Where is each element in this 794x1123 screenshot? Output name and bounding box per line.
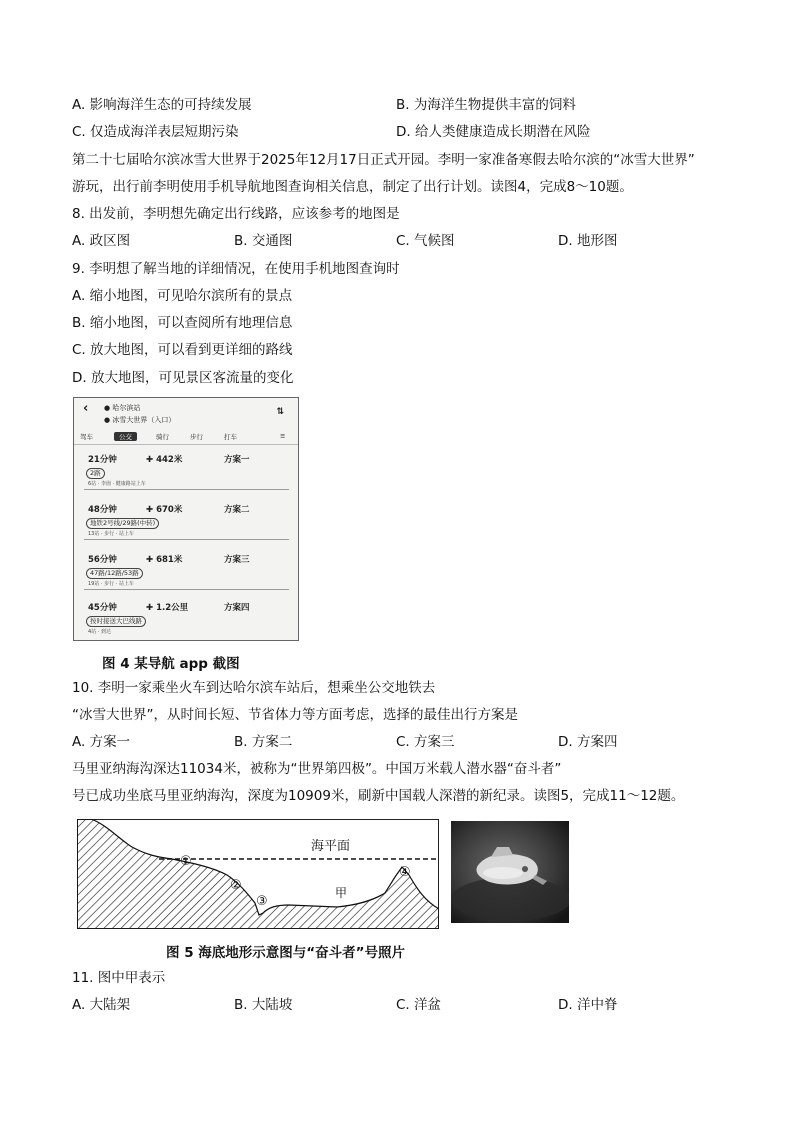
route-detail: 4站 · 到达 bbox=[88, 629, 111, 635]
route-name: 方案二 bbox=[224, 505, 250, 515]
submersible-photo bbox=[451, 821, 569, 923]
route-line-badge: 47路/12路/53路 bbox=[86, 568, 143, 579]
route-line-badge: 地铁2号线/29路(中转) bbox=[86, 518, 159, 529]
menu-icon: ≡ bbox=[280, 432, 286, 440]
route-plan-1 bbox=[84, 446, 289, 490]
route-time: 45分钟 bbox=[88, 603, 117, 613]
q9-option-c: C. 放大地图，可以看到更详细的路线 bbox=[72, 342, 293, 358]
marker-2: ② bbox=[230, 878, 242, 893]
route-plan-4 bbox=[84, 594, 289, 637]
q8-option-d: D. 地形图 bbox=[558, 233, 618, 249]
figure-4-caption: 图 4 某导航 app 截图 bbox=[102, 656, 240, 672]
route-plan-2 bbox=[84, 496, 289, 540]
label-jia: 甲 bbox=[335, 886, 348, 900]
route-name: 方案四 bbox=[224, 603, 250, 613]
q9-option-d: D. 放大地图，可见景区客流量的变化 bbox=[72, 370, 294, 386]
marker-3: ③ bbox=[256, 894, 268, 909]
tab-transit: 公交 bbox=[114, 432, 137, 441]
figure-5-seabed-diagram bbox=[77, 819, 439, 929]
route-walk-distance: ✚ 442米 bbox=[146, 455, 183, 465]
q7-option-b: B. 为海洋生物提供丰富的饲料 bbox=[396, 97, 576, 113]
q8-stem: 8. 出发前，李明想先确定出行线路，应该参考的地图是 bbox=[72, 206, 400, 222]
route-line-badge: 2路 bbox=[86, 468, 105, 479]
intro-11-12-line-2: 号已成功坐底马里亚纳海沟，深度为10909米，刷新中国载人深潜的新纪录。读图5，完成11～12题。 bbox=[72, 788, 685, 804]
route-detail: 6站 · 李崮 · 健康路站上车 bbox=[88, 481, 146, 487]
route-time: 56分钟 bbox=[88, 555, 117, 565]
sea-level-label: 海平面 bbox=[311, 839, 351, 854]
figure-4-nav-screenshot bbox=[73, 397, 299, 641]
q10-stem-line-1: 10. 李明一家乘坐火车到达哈尔滨车站后，想乘坐公交地铁去 bbox=[72, 680, 436, 696]
q11-option-a: A. 大陆架 bbox=[72, 997, 131, 1013]
q10-option-a: A. 方案一 bbox=[72, 734, 131, 750]
chevron-left-icon: ‹ bbox=[83, 401, 89, 416]
nav-origin: ● 哈尔滨站 bbox=[104, 404, 141, 412]
tab-walk: 步行 bbox=[190, 433, 203, 441]
route-time: 48分钟 bbox=[88, 505, 117, 515]
q11-stem: 11. 图中甲表示 bbox=[72, 970, 166, 986]
route-walk-distance: ✚ 670米 bbox=[146, 505, 183, 515]
tab-drive: 驾车 bbox=[80, 433, 93, 441]
route-plan-3 bbox=[84, 546, 289, 590]
q8-option-c: C. 气候图 bbox=[396, 233, 455, 249]
q8-option-b: B. 交通图 bbox=[234, 233, 293, 249]
nav-mode-tabs bbox=[74, 430, 298, 445]
q9-stem: 9. 李明想了解当地的详细情况，在使用手机地图查询时 bbox=[72, 261, 400, 277]
intro-11-12-line-1: 马里亚纳海沟深达11034米，被称为“世界第四极”。中国万米载人潜水器“奋斗者” bbox=[72, 761, 562, 777]
swap-icon: ⇅ bbox=[276, 407, 284, 417]
q11-option-b: B. 大陆坡 bbox=[234, 997, 293, 1013]
q10-option-b: B. 方案二 bbox=[234, 734, 293, 750]
route-name: 方案一 bbox=[224, 455, 250, 465]
q7-option-a: A. 影响海洋生态的可持续发展 bbox=[72, 97, 252, 113]
route-time: 21分钟 bbox=[88, 455, 117, 465]
route-walk-distance: ✚ 1.2公里 bbox=[146, 603, 189, 613]
q11-option-d: D. 洋中脊 bbox=[558, 997, 618, 1013]
route-detail: 13站 · 步行 · 站上车 bbox=[88, 531, 134, 537]
nav-header bbox=[74, 398, 298, 428]
marker-1: ① bbox=[180, 854, 192, 869]
route-walk-distance: ✚ 681米 bbox=[146, 555, 183, 565]
q9-option-a: A. 缩小地图，可见哈尔滨所有的景点 bbox=[72, 288, 293, 304]
nav-destination: ● 冰雪大世界（入口） bbox=[104, 416, 176, 424]
route-line-badge: 按时接送大巴线路 bbox=[86, 616, 146, 627]
marker-4: ④ bbox=[399, 865, 411, 880]
intro-8-10-line-1: 第二十七届哈尔滨冰雪大世界于2025年12月17日正式开园。李明一家准备寒假去哈尔滨的“冰雪大世界” bbox=[72, 152, 695, 168]
q10-option-d: D. 方案四 bbox=[558, 734, 618, 750]
tab-bike: 骑行 bbox=[156, 433, 169, 441]
q11-option-c: C. 洋盆 bbox=[396, 997, 442, 1013]
tab-taxi: 打车 bbox=[224, 433, 237, 441]
q7-option-c: C. 仅造成海洋表层短期污染 bbox=[72, 124, 239, 140]
route-detail: 19站 · 步行 · 站上车 bbox=[88, 581, 134, 587]
figure-5-caption: 图 5 海底地形示意图与“奋斗者”号照片 bbox=[166, 945, 406, 961]
q10-option-c: C. 方案三 bbox=[396, 734, 455, 750]
q7-option-d: D. 给人类健康造成长期潜在风险 bbox=[396, 124, 591, 140]
q9-option-b: B. 缩小地图，可以查阅所有地理信息 bbox=[72, 315, 293, 331]
q8-option-a: A. 政区图 bbox=[72, 233, 131, 249]
route-name: 方案三 bbox=[224, 555, 250, 565]
intro-8-10-line-2: 游玩，出行前李明使用手机导航地图查询相关信息，制定了出行计划。读图4，完成8～10题。 bbox=[72, 179, 633, 195]
q10-stem-line-2: “冰雪大世界”，从时间长短、节省体力等方面考虑，选择的最佳出行方案是 bbox=[72, 707, 518, 723]
